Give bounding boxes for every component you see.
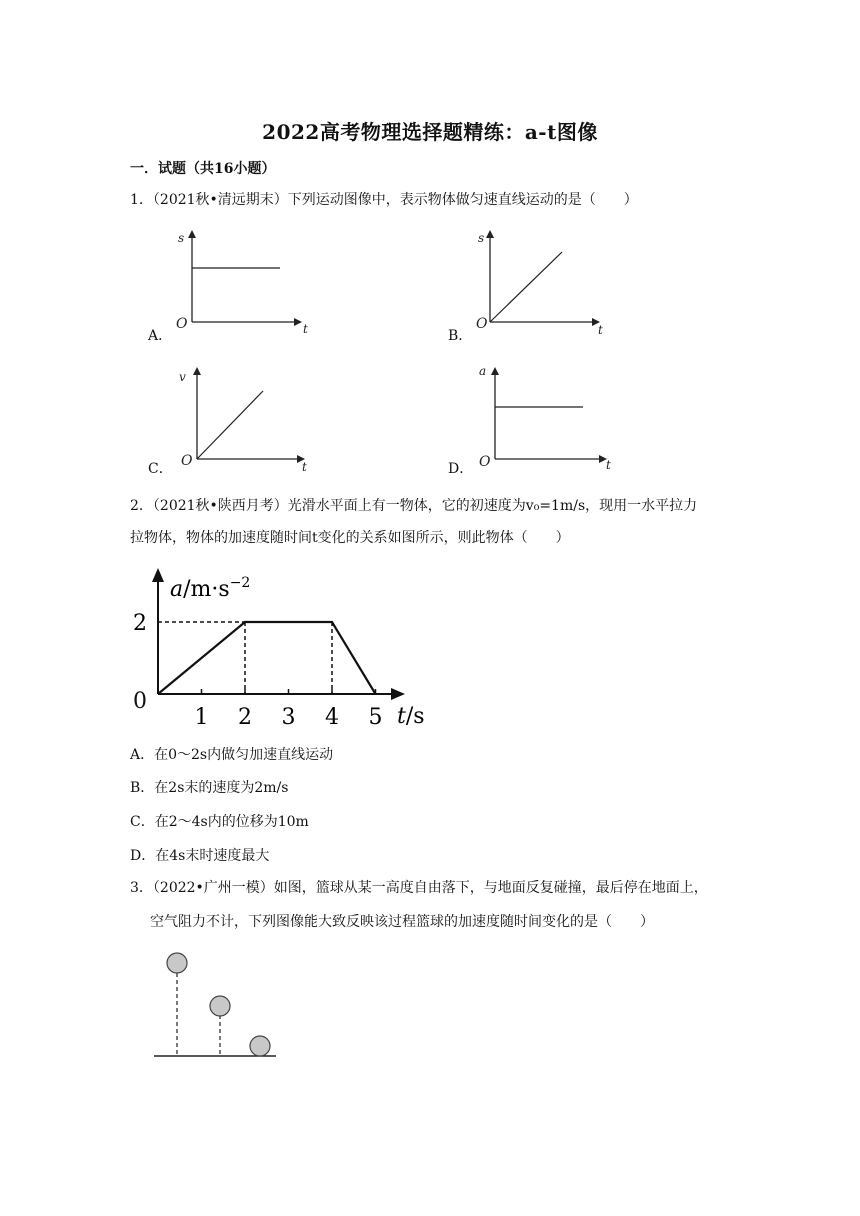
x-axis-arrow <box>391 688 405 700</box>
q1-d-ylabel: a <box>479 364 487 378</box>
q1-a-origin: O <box>176 316 188 332</box>
q1-option-c-label: C． <box>148 461 173 477</box>
ball-middle <box>210 996 230 1016</box>
question-1-stem: 1．（2021秋•清远期末）下列运动图像中，表示物体做匀速直线运动的是（ ） <box>130 192 638 208</box>
section-heading: 一．试题（共16小题） <box>130 161 276 177</box>
x-tick-label-5: 5 <box>368 705 383 730</box>
q1-option-d-label: D． <box>448 461 474 477</box>
question-3-stem-line2: 空气阻力不计，下列图像能大致反映该过程篮球的加速度随时间变化的是（ ） <box>150 914 654 930</box>
q1-option-a-label: A． <box>148 328 173 344</box>
question-2-stem-line1: 2．（2021秋•陕西月考）光滑水平面上有一物体，它的初速度为v₀=1m/s，现用一水平拉力 <box>130 498 698 514</box>
acceleration-series-line <box>158 622 376 694</box>
q2-acceleration-time-chart <box>125 560 435 730</box>
q2-choice-c[interactable]: C．在2～4s内的位移为10m <box>130 814 309 830</box>
x-axis-label: t/s <box>397 704 425 729</box>
q1-option-d-graph <box>475 363 620 475</box>
q1-a-ylabel: s <box>178 231 185 245</box>
q3-bouncing-ball-figure <box>150 945 280 1060</box>
q1-option-a-graph <box>170 228 310 338</box>
x-tick-label-3: 3 <box>281 705 296 730</box>
ball-ground <box>250 1036 270 1056</box>
q1-a-xlabel: t <box>303 322 308 336</box>
question-2-stem-line2: 拉物体，物体的加速度随时间t变化的关系如图所示，则此物体（ ） <box>130 530 570 546</box>
page-title: 2022高考物理选择题精练：a-t图像 <box>262 120 598 144</box>
q1-c-ylabel: v <box>179 370 186 384</box>
x-tick-label-2: 2 <box>238 705 252 730</box>
q1-option-b-graph <box>470 228 610 338</box>
q1-d-xlabel: t <box>606 458 611 472</box>
q1-option-c-graph <box>175 365 315 475</box>
q1-b-xlabel: t <box>598 323 603 337</box>
q1-c-xlabel: t <box>302 460 307 474</box>
y-tick-label-2: 2 <box>133 611 147 636</box>
q2-choice-a[interactable]: A．在0～2s内做匀加速直线运动 <box>130 747 334 763</box>
q1-b-origin: O <box>476 316 488 332</box>
q1-b-ylabel: s <box>478 231 485 245</box>
q2-choice-d[interactable]: D．在4s末时速度最大 <box>130 848 270 864</box>
origin-label: 0 <box>133 689 147 714</box>
x-tick-label-1: 1 <box>194 705 209 730</box>
y-axis-label: $a/m\cdot s^{-2}$ <box>170 575 251 602</box>
q1-d-origin: O <box>479 454 491 470</box>
y-axis-arrow <box>152 568 164 582</box>
x-tick-label-4: 4 <box>325 705 339 730</box>
q1-option-b-label: B． <box>448 328 473 344</box>
q1-c-origin: O <box>181 453 193 469</box>
question-3-stem-line1: 3．（2022•广州一模）如图，篮球从某一高度自由落下，与地面反复碰撞，最后停在地面上， <box>130 880 708 896</box>
q2-choice-b[interactable]: B．在2s末的速度为2m/s <box>130 780 289 796</box>
ball-high <box>167 953 187 973</box>
